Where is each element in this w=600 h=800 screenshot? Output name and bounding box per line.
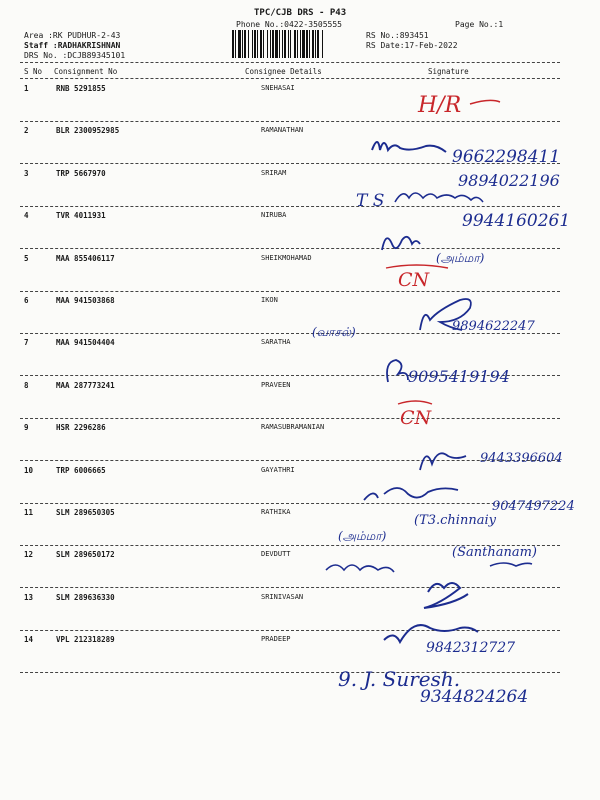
barcode-graphic <box>232 30 358 58</box>
row-sno: 14 <box>24 635 34 645</box>
row-consignee: RAMANATHAN <box>261 126 304 135</box>
header-divider-top <box>20 62 560 63</box>
row-consignee: SNEHASAI <box>261 84 295 92</box>
handwriting-row-14a: 9. J. Suresh. <box>338 667 461 691</box>
row-divider <box>20 587 560 588</box>
col-header-sno: S No <box>24 67 43 76</box>
row-consignment: SLM 289650172 <box>56 550 115 560</box>
barcode-bar <box>284 30 286 58</box>
phone-number: Phone No.:0422-3505555 <box>236 20 342 29</box>
row-consignment: TVR 4011931 <box>56 211 106 221</box>
barcode-bar <box>282 30 283 58</box>
row-divider <box>20 460 560 461</box>
row-divider <box>20 503 560 504</box>
barcode-bar <box>260 30 262 58</box>
barcode-bar <box>309 30 310 58</box>
pen-stroke <box>398 401 432 404</box>
row-consignment: TRP 6006665 <box>56 465 106 475</box>
row-divider <box>20 206 560 207</box>
row-sno: 7 <box>24 338 29 348</box>
row-divider <box>20 545 560 546</box>
row-divider <box>20 121 560 122</box>
row-divider <box>20 163 560 164</box>
row-consignment: SLM 289636330 <box>56 592 115 602</box>
handwriting-row-5: CN <box>398 269 430 291</box>
col-header-consignment: Consignment No <box>54 67 118 76</box>
barcode-bar <box>267 30 268 58</box>
row-divider <box>20 291 560 292</box>
barcode-bar <box>315 30 316 58</box>
col-header-signature: Signature <box>428 67 469 76</box>
row-sno: 6 <box>24 296 29 305</box>
barcode-bar <box>238 30 241 58</box>
barcode-bar <box>244 30 246 58</box>
staff-label: Staff :RADHAKRISHNAN <box>24 41 121 50</box>
row-sno: 5 <box>24 253 29 263</box>
row-consignee: RAMASUBRAMANIAN <box>261 423 325 432</box>
row-consignment: BLR 2300952985 <box>56 126 120 136</box>
signature-row-6 <box>420 299 471 330</box>
handwriting-row-13: 9842312727 <box>426 640 516 656</box>
handwriting-row-7: 9095419194 <box>408 367 510 386</box>
row-consignment: MAA 941503868 <box>56 296 115 305</box>
row-consignee: SRINIVASAN <box>261 592 304 601</box>
row-consignment: MAA 287773241 <box>56 380 115 390</box>
barcode-bar <box>300 30 301 58</box>
drs-number: DRS No. :DCJB89345101 <box>24 51 126 60</box>
signature-row-9 <box>420 453 466 470</box>
handwriting-row-9: 9443396604 <box>480 451 563 466</box>
row-consignee: RATHIKA <box>261 508 291 516</box>
row-divider <box>20 375 560 376</box>
barcode-bar <box>272 30 274 58</box>
handwriting-row-6b: 9894622247 <box>452 319 535 334</box>
handwriting-row-6a: (வாசல்) <box>312 325 356 339</box>
col-header-consignee: Consignee Details <box>245 67 322 76</box>
handwriting-row-3a: 9894022196 <box>458 171 560 190</box>
pen-stroke <box>490 563 532 566</box>
row-consignee: DEVDUTT <box>261 550 291 559</box>
handwriting-row-11a: (அம்மா) <box>338 529 387 543</box>
barcode-bar <box>254 30 256 58</box>
handwriting-row-11b: (Santhanam) <box>452 545 537 560</box>
handwriting-row-4b: (அம்மா) <box>436 251 485 265</box>
row-consignee: PRAVEEN <box>261 380 291 389</box>
pen-stroke <box>386 265 448 268</box>
handwriting-row-10a: 9047497224 <box>492 499 575 514</box>
barcode-bar <box>322 30 323 58</box>
signature-row-7 <box>387 360 408 382</box>
barcode-bar <box>235 30 236 58</box>
row-consignee: IKON <box>261 296 278 304</box>
handwriting-row-2: 9662298411 <box>452 147 561 167</box>
area-label: Area :RK PUDHUR-2-43 <box>24 31 121 40</box>
row-divider <box>20 672 560 673</box>
row-consignment: TRP 5667970 <box>56 168 106 178</box>
row-consignment: MAA 855406117 <box>56 253 115 263</box>
pen-stroke <box>470 100 500 104</box>
handwriting-row-4a: 9944160261 <box>462 211 571 231</box>
signature-row-3 <box>395 193 483 202</box>
rs-number: RS No.:893451 <box>366 31 429 40</box>
row-sno: 10 <box>24 465 34 475</box>
barcode-bar <box>232 30 234 58</box>
barcode-bar <box>306 30 308 58</box>
signature-row-2 <box>372 142 446 152</box>
row-sno: 1 <box>24 84 29 93</box>
row-divider <box>20 418 560 419</box>
row-sno: 4 <box>24 211 29 221</box>
barcode-bar <box>290 30 291 58</box>
barcode-bar <box>317 30 319 58</box>
page-title: TPC/CJB DRS - P43 <box>254 8 347 18</box>
handwriting-row-1: H/R <box>418 93 462 118</box>
barcode-bar <box>294 30 296 58</box>
barcode-bar <box>279 30 280 58</box>
row-divider <box>20 248 560 249</box>
handwriting-row-3b: T S <box>356 191 385 211</box>
barcode-bar <box>257 30 258 58</box>
handwriting-row-10b: (T3.chinnaiy <box>414 513 496 528</box>
row-divider <box>20 630 560 631</box>
row-sno: 13 <box>24 592 34 602</box>
row-consignment: SLM 289650305 <box>56 508 115 517</box>
row-consignee: GAYATHRI <box>261 465 295 474</box>
barcode-bar <box>312 30 314 58</box>
signature-row-10 <box>364 488 458 500</box>
row-consignment: VPL 212318289 <box>56 635 115 645</box>
row-consignee: NIRUBA <box>261 211 287 220</box>
row-consignment: MAA 941504404 <box>56 338 115 348</box>
row-consignment: RNB 5291855 <box>56 84 106 93</box>
row-consignment: HSR 2296286 <box>56 423 106 433</box>
barcode-bar <box>297 30 298 58</box>
row-sno: 12 <box>24 550 34 560</box>
row-divider <box>20 333 560 334</box>
page-number: Page No.:1 <box>455 20 504 29</box>
barcode-bar <box>275 30 278 58</box>
barcode-bar <box>242 30 243 58</box>
row-sno: 3 <box>24 168 29 178</box>
row-consignee: SARATHA <box>261 338 291 347</box>
handwriting-row-14b: 9344824264 <box>420 687 529 707</box>
barcode-bar <box>302 30 305 58</box>
row-sno: 2 <box>24 126 29 136</box>
barcode-bar <box>252 30 253 58</box>
row-consignee: SHEIKMOHAMAD <box>261 253 312 262</box>
row-sno: 8 <box>24 380 29 390</box>
row-sno: 9 <box>24 423 29 433</box>
barcode-bar <box>248 30 249 58</box>
signature-row-13 <box>384 625 478 642</box>
header-divider-bottom <box>20 78 560 79</box>
row-consignee: SRIRAM <box>261 168 287 177</box>
barcode-bar <box>270 30 271 58</box>
handwriting-row-8: CN <box>400 407 432 429</box>
barcode-bar <box>288 30 289 58</box>
rs-date: RS Date:17-Feb-2022 <box>366 41 458 50</box>
row-sno: 11 <box>24 508 34 517</box>
barcode <box>232 30 358 58</box>
signature-row-11 <box>326 565 394 572</box>
row-consignee: PRADEEP <box>261 635 291 644</box>
barcode-bar <box>263 30 264 58</box>
